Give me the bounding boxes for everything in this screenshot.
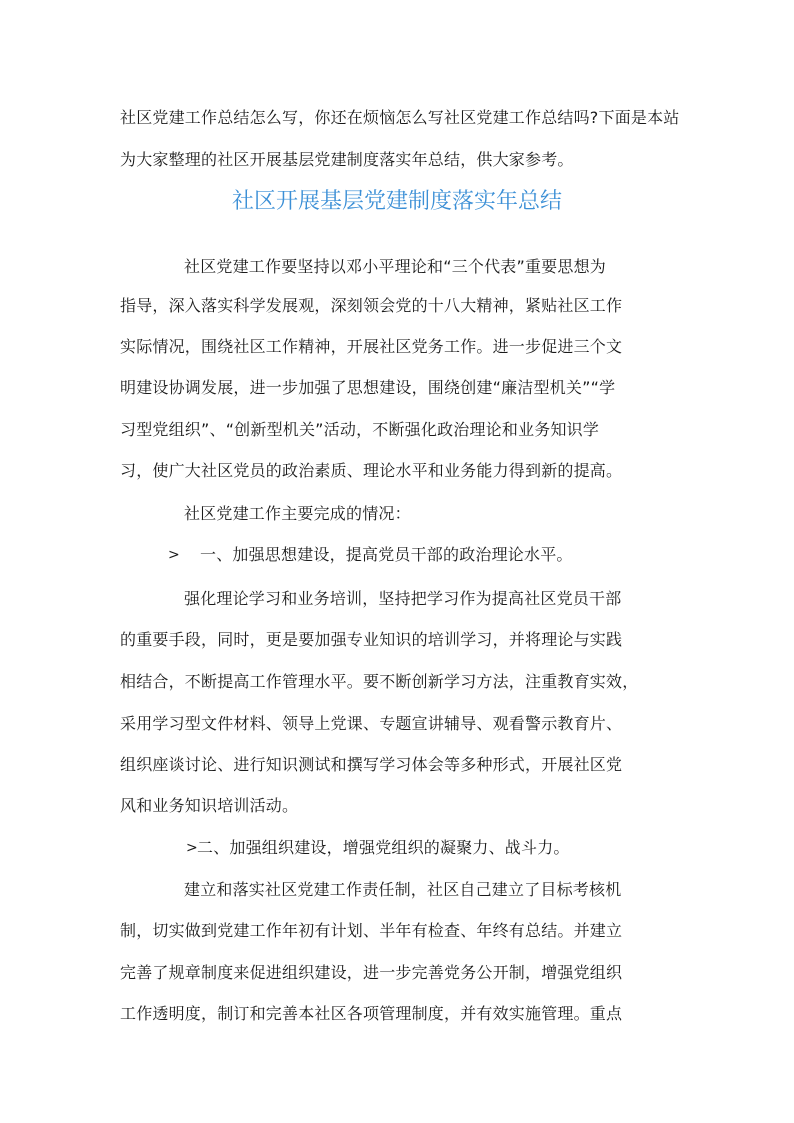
- heading-1-marker: >: [168, 547, 180, 563]
- intro-line-1: 社区党建工作总结怎么写，你还在烦恼怎么写社区党建工作总结吗?下面是本站: [120, 108, 680, 127]
- heading-2-text: 二、加强组织建设，增强党组织的凝聚力、战斗力。: [197, 838, 570, 857]
- paragraph-3-line-5: 组织座谈讨论、进行知识测试和撰写学习体会等多种形式，开展社区党: [120, 755, 623, 774]
- heading-2-marker: >: [186, 840, 198, 856]
- paragraph-3-line-4: 采用学习型文件材料、领导上党课、专题宣讲辅导、观看警示教育片、: [120, 714, 623, 733]
- paragraph-2: 社区党建工作主要完成的情况：: [184, 504, 411, 523]
- paragraph-1-line-5: 习型党组织”、“创新型机关”活动，不断强化政治理论和业务知识学: [120, 420, 600, 439]
- paragraph-1-line-6: 习，使广大社区党员的政治素质、理论水平和业务能力得到新的提高。: [120, 461, 623, 480]
- paragraph-1-line-4: 明建设协调发展，进一步加强了思想建设，围绕创建“廉洁型机关”“学: [120, 378, 616, 397]
- paragraph-1-line-3: 实际情况，围绕社区工作精神，开展社区党务工作。进一步促进三个文: [120, 337, 623, 356]
- paragraph-1-line-2: 指导，深入落实科学发展观，深刻领会党的十八大精神，紧贴社区工作: [120, 296, 623, 315]
- paragraph-3-line-3: 相结合，不断提高工作管理水平。要不断创新学习方法，注重教育实效，: [120, 672, 639, 691]
- heading-1-text: 一、加强思想建设，提高党员干部的政治理论水平。: [200, 545, 573, 564]
- paragraph-1-line-1: 社区党建工作要坚持以邓小平理论和“三个代表”重要思想为: [184, 257, 606, 276]
- paragraph-3-line-6: 风和业务知识培训活动。: [120, 796, 299, 815]
- paragraph-4-line-2: 制，切实做到党建工作年初有计划、半年有检查、年终有总结。并建立: [120, 921, 623, 940]
- paragraph-4-line-1: 建立和落实社区党建工作责任制，社区自己建立了目标考核机: [184, 880, 622, 899]
- paragraph-3-line-2: 的重要手段，同时，更是要加强专业知识的培训学习，并将理论与实践: [120, 630, 623, 649]
- document-title: 社区开展基层党建制度落实年总结: [231, 189, 562, 214]
- paragraph-4-line-3: 完善了规章制度来促进组织建设，进一步完善党务公开制，增强党组织: [120, 963, 623, 982]
- paragraph-4-line-4: 工作透明度，制订和完善本社区各项管理制度，并有效实施管理。重点: [120, 1004, 623, 1023]
- paragraph-3-line-1: 强化理论学习和业务培训，坚持把学习作为提高社区党员干部: [184, 589, 622, 608]
- intro-line-2: 为大家整理的社区开展基层党建制度落实年总结，供大家参考。: [120, 150, 574, 169]
